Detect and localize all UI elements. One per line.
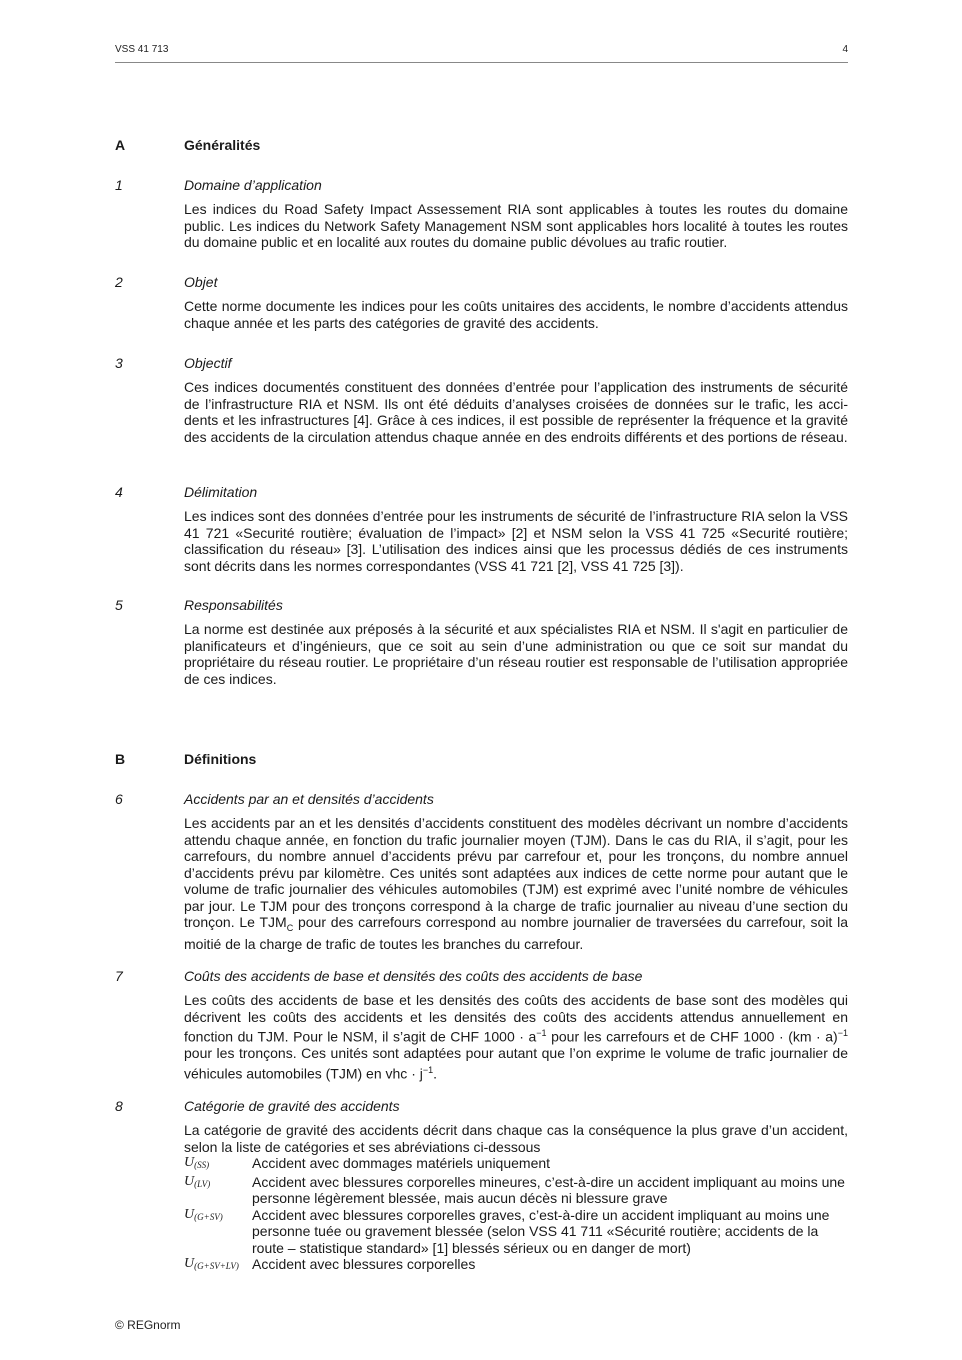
category-description: Accident avec blessures corporelles mineures, c’est-à-dire un accident impliquant au moins une personne légèrement blessée, mais aucun décès ni blessure grave [252, 1173, 845, 1206]
clause-title: Accidents par an et densités d’accidents [184, 791, 434, 807]
list-item [184, 1207, 848, 1257]
category-description: Accident avec blessures corporelles graves, c’est-à-dire un accident impliquant au moins une personne tuée ou gravement blessée (selon VSS 41 711 «Sécurité routière; accidents de la route – statistique standard» [1] blessés sérieux ou en danger de mort) [252, 1206, 830, 1256]
category-description: Accident avec blessures corporelles [252, 1256, 476, 1272]
document-id: VSS 41 713 [115, 44, 169, 55]
category-symbol: $U_{(LV)}$ [184, 1173, 211, 1189]
page-header [115, 44, 848, 63]
clause-title: Objectif [184, 355, 232, 371]
clause-body: Les indices du Road Safety Impact Assessement RIA sont applicables à toutes les routes du domaine public. Les indices du Network Safety Management NSM sont applicables hors localité à toutes les routes du domaine public et en localité aux routes du domaine public dévolues au trafic routier. [184, 201, 848, 250]
clause-number: 1 [115, 177, 123, 193]
clause-body: Les indices sont des données d’entrée pour les instruments de sécurité de l’infrastructure RIA selon la VSS 41 721 «Securité routière; évaluation de l’impact» [2] et NSM selon la VSS 41 725 «Securité routière; classification du réseau» [3]. L’utilisation des indices ainsi que les processus dédiés de ces instruments sont décrits dans les normes correspondantes (VSS 41 721 [2], VSS 41 725 [3]). [184, 508, 848, 574]
clause-text: . [433, 1065, 438, 1082]
section-title: Définitions [184, 751, 257, 767]
subscript: C [286, 922, 294, 933]
clause-body: La catégorie de gravité des accidents décrit dans chaque cas la conséquence la plus grave d’un accident, selon la liste de catégories et ses abréviations ci-dessous [184, 1122, 848, 1155]
clause-body [184, 815, 848, 953]
severity-category-list [184, 1155, 848, 1275]
section-title: Généralités [184, 137, 261, 153]
clause-title: Domaine d’application [184, 177, 322, 193]
superscript: −1 [536, 1028, 547, 1038]
category-symbol: $U_{(G+SV)}$ [184, 1206, 223, 1222]
clause-title: Responsabilités [184, 597, 283, 613]
list-item [184, 1155, 848, 1174]
clause-body: La norme est destinée aux préposés à la sécurité et aux spécialistes RIA et NSM. Il s'agit en particulier de planificateurs et d’ingénieurs, que ce soit au sein d’une administration ou que ce soit sur mandat du propriétaire du réseau routier. Le propriétaire d’un réseau routier est responsable de l’utilisation appropriée de ces indices. [184, 621, 848, 687]
clause-title: Catégorie de gravité des accidents [184, 1098, 400, 1114]
clause-number: 3 [115, 355, 123, 371]
clause-text: Les accidents par an et les densités d’accidents constituent des modèles décrivant un nombre d’accidents attendu chaque année, en fonction du trafic journalier moyen (TJM). Dans le cas du RIA, il s’agit, pour les carrefours, du nombre annuel d’accidents prévu par carrefour et, pour les tronçons, du nombre annuel d’accidents prévu par kilomètre. Ces unités sont adaptées aux indices de cette norme pour autant que le volume de trafic journalier des véhicules automobiles (TJM) est exprimé avec l’unité nombre de véhicules par jour. Le TJM pour des tronçons correspond à la charge de trafic journalier au niveau d’une section du tronçon. Le TJM [184, 815, 848, 930]
page-footer: © REGnorm [115, 1318, 181, 1332]
clause-text: pour les carrefours et de CHF 1000 · (km · a) [546, 1028, 838, 1045]
clause-number: 5 [115, 597, 123, 613]
clause-text: pour des carrefours correspond au nombre journalier de traversées du carrefour, soit la moitié de la charge de trafic de toutes les branches du carrefour. [184, 914, 849, 953]
clause-title: Coûts des accidents de base et densités des coûts des accidents de base [184, 968, 643, 984]
clause-body: Cette norme documente les indices pour les coûts unitaires des accidents, le nombre d’accidents attendus chaque année et les parts des catégories de gravité des accidents. [184, 298, 848, 331]
category-symbol: $U_{(G+SV+LV)}$ [184, 1256, 239, 1271]
superscript: −1 [837, 1028, 848, 1038]
clause-title: Objet [184, 274, 218, 290]
list-item [184, 1174, 848, 1207]
clause-body: Ces indices documentés constituent des données d’entrée pour l’application des instruments de sécurité de l’infrastructure RIA et NSM. Ils ont été déduits d’analyses croisées de données sur le trafic, les accidents et les infrastructures [4]. Grâce à ces indices, il est possible de représenter la fréquence et la gravité des accidents de la circulation attendus chaque année en des endroits différents et des portions de réseau. [184, 379, 848, 445]
clause-number: 7 [115, 968, 123, 984]
page-number: 4 [842, 44, 848, 55]
clause-title: Délimitation [184, 484, 258, 500]
superscript: −1 [422, 1064, 434, 1075]
clause-number: 2 [115, 274, 123, 290]
clause-text: Les coûts des accidents de base et les densités des coûts des accidents de base sont des modèles qui décrivent les coûts des accidents et les densités des coûts des accidents attendus annuellement en fonction du TJM. Pour le NSM, il s’agit de CHF 1000 · a [184, 992, 848, 1045]
list-item [184, 1256, 848, 1275]
section-letter: A [115, 137, 126, 153]
clause-body [184, 992, 848, 1082]
category-symbol: $U_{(SS)}$ [184, 1155, 210, 1170]
clause-number: 4 [115, 484, 123, 500]
clause-number: 6 [115, 791, 123, 807]
category-description: Accident avec dommages matériels uniquement [252, 1155, 551, 1171]
clause-text: pour les tronçons. Ces unités sont adaptées pour autant que l’on exprime le volume de trafic journalier de véhicules automobiles (TJM) en vhc · j [184, 1045, 848, 1082]
section-letter: B [115, 751, 126, 767]
clause-number: 8 [115, 1098, 123, 1114]
